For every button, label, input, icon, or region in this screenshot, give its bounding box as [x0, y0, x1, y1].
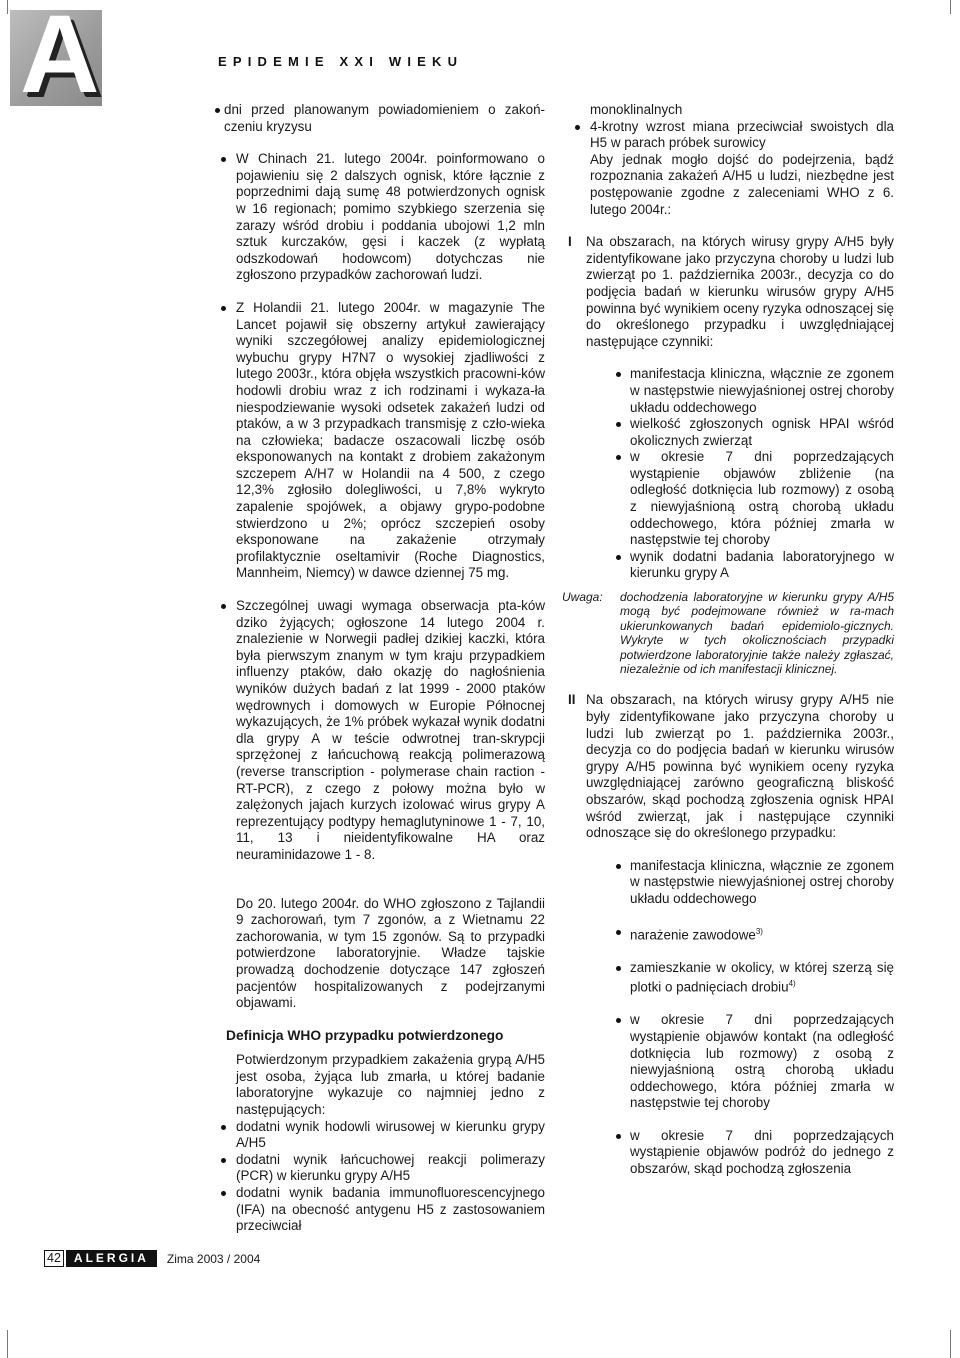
list-item: Szczególnej uwagi wymaga obserwacja pta-ków dziko żyjących; ogłoszone 14 lutego 2004 r. znalezienie w Norwegii padłej dzikiej kaczki, która była pierwszym znanym w tym kraju przypadkiem influenzy ptaków, dało okazję do nagłośnienia wyników dużych badań z lat 1999 - 2000 ptaków wędrownych i domowych w Europie Północnej wykazujących, że 1% próbek wykazał wynik dodatni dla grypy A w teście odwrotnej tran-skrypcji sprzężonej z łańcuchową reakcją polimerazową (reverse transcription - polymerase chain raction - RT-PCR), z czego z połowy można było w zalężonych jajach kurzych izolować wirus grypy A reprezentujący podtypy hemaglutyninowe 1 - 7, 10, 11, 13 i nieidentyfikowalne HA oraz neuraminidazowe 1 - 8. [214, 598, 545, 864]
note-text: dochodzenia laboratoryjne w kierunku grypy A/H5 mogą być podejmowane również w ra-mach ukierunkowanych badań epidemiolo-gicznych. Wykryte w tych okolicznościach przypadki potwierdzone laboratoryjnie także należy zgłaszać, niezależnie od ich manifestacji klinicznej. [620, 590, 894, 677]
list-item: w okresie 7 dni poprzedzających wystąpienie objawów podróż do jednego z obszarów, skąd pochodzą zgłoszenia [608, 1128, 894, 1178]
list-item: dodatni wynik hodowli wirusowej w kierunku grypy A/H5 [214, 1119, 545, 1152]
criteria-text: Na obszarach, na których wirusy grypy A/H5 były zidentyfikowane jako przyczyna choroby u ludzi lub zwierząt po 1. października 2003r., decyzja co do podjęcia badań w kierunku wirusów grypy A/H5 powinna być wynikiem oceny ryzyka odnoszącej się do określonego przypadku i uwzględniającej następujące czynniki: [586, 234, 894, 349]
list-item: wielkość zgłoszonych ognisk HPAI wśród okolicznych zwierząt [608, 416, 894, 449]
list-item [608, 924, 894, 944]
issue-label: Zima 2003 / 2004 [166, 1251, 261, 1266]
paragraph: Aby jednak mogło dojść do podejrzenia, bądź rozpoznania zakażeń A/H5 u ludzi, niezbędne jest postępowanie zgodne z zaleceniami WHO z 6. lutego 2004r.: [590, 151, 894, 217]
footnote-ref: 4) [788, 979, 796, 989]
list-item: manifestacja kliniczna, włącznie ze zgonem w następstwie niewyjaśnionej ostrej choroby układu oddechowego [608, 858, 894, 908]
section-heading: Definicja WHO przypadku potwierdzonego [226, 1027, 504, 1043]
crop-mark [7, 0, 8, 14]
list-item: wynik dodatni badania laboratoryjnego w kierunku grypy A [608, 549, 894, 582]
paragraph: Potwierdzonym przypadkiem zakażenia grypą A/H5 jest osoba, żyjąca lub zmarła, u której badanie laboratoryjne wykazuje co najmniej jedno z następujących: [236, 1052, 545, 1118]
criteria-block-1 [568, 234, 894, 350]
paragraph: Do 20. lutego 2004r. do WHO zgłoszono z Tajlandii 9 zachorowań, tym 7 zgonów, a z Wietnamu 22 zachorowania, w tym 15 zgonów. Są to przypadki potwierdzone laboratoryjnie. Władze tajskie prowadzą dochodzenie dotyczące 147 zgłoszeń pacjentów hospitalizowanych z podejrzanymi objawami. [236, 895, 545, 1011]
page-footer [44, 1250, 260, 1267]
list-item: dni przed planowanym powiadomieniem o zakoń-czeniu kryzysu [214, 102, 545, 135]
factor-list [568, 366, 894, 582]
section-title-header: EPIDEMIE XXI WIEKU [218, 54, 464, 69]
criteria-block-2 [568, 692, 894, 841]
page-number: 42 [44, 1250, 64, 1267]
note [562, 590, 894, 677]
roman-numeral: I [568, 234, 572, 250]
list-item: W Chinach 21. lutego 2004r. poinformowano o pojawieniu się 2 dalszych ognisk, które łącznie z poprzednimi dają sumę 48 potwierdzonych ognisk w 16 regionach; pomimo szybkiego szerzenia się zarazy wśród drobiu i poddania ubojowi 1,2 mln sztuk kurczaków, gęsi i kaczek (z wypłatą odszkodowań hodowcom) dotychczas nie zgłoszono przypadków zachorowań ludzi. [214, 151, 545, 284]
crop-mark [7, 1330, 8, 1358]
note-label: Uwaga: [562, 590, 603, 605]
paragraph: monoklinalnych [590, 102, 683, 117]
list-item: dodatni wynik łańcuchowej reakcji polimerazy (PCR) w kierunku grypy A/H5 [214, 1152, 545, 1185]
crop-mark [950, 0, 951, 14]
left-column [214, 102, 545, 1235]
list-item: w okresie 7 dni poprzedzających wystąpienie objawów kontakt (na odległość dotknięcia lub rozmowy) z osobą z niewyjaśnioną ostrą chorobą układu oddechowego, która później zmarła w następstwie tej choroby [608, 1012, 894, 1112]
list-item: dodatni wynik badania immunofluorescencyjnego (IFA) na obecność antygenu H5 z zastosowaniem przeciwciał [214, 1185, 545, 1235]
roman-numeral: II [568, 692, 576, 708]
criteria-text: Na obszarach, na których wirusy grypy A/H5 nie były zidentyfikowane jako przyczyna choroby u ludzi lub zwierząt po 1. października 2003r., decyzja co do podjęcia badań w kierunku wirusów grypy A/H5 powinna być wynikiem oceny ryzyka uwzględniającej zarówno geograficzną bliskość obszarów, skąd pochodzą zgłoszenia ognisk HPAI wśród zwierząt, jak i następujące czynniki odnoszące się do określonego przypadku: [586, 692, 894, 841]
footnote-ref: 3) [755, 926, 763, 936]
factor-list [568, 858, 894, 1178]
list-item [608, 960, 894, 997]
right-column [562, 102, 894, 1178]
section-logo [10, 10, 102, 106]
journal-name: ALERGIA [66, 1250, 157, 1267]
list-item: manifestacja kliniczna, włącznie ze zgonem w następstwie niewyjaśnionej ostrej choroby układu oddechowego [608, 366, 894, 416]
list-item: 4-krotny wzrost miana przeciwciał swoistych dla H5 w parach próbek surowicy [568, 119, 894, 152]
list-item: w okresie 7 dni poprzedzających wystąpienie objawów zbliżenie (na odległość dotknięcia lub rozmowy) z osobą z niewyjaśnioną ostrą chorobą układu oddechowego, która później zmarła w następstwie tej choroby [608, 449, 894, 549]
item-text: narażenie zawodowe [630, 927, 756, 943]
crop-mark [950, 1330, 951, 1358]
logo-letter: A [20, 10, 100, 106]
list-item: Z Holandii 21. lutego 2004r. w magazynie The Lancet pojawił się obszerny artykuł zawierający wyniki szczegółowej analizy epidemiologicznej wybuchu grypy H7N7 o wysokiej zjadliwości z lutego 2003r., która objęła wszystkich pracowni-ków hodowli drobiu wraz z ich rodzinami i wykaza-ła niespodziewanie wysoki odsetek zakażeń ludzi od ptaków, a w 3 przypadkach transmisję z czło-wieka na człowieka; badacze oszacowali liczbę osób eksponowanych na kontakt z drobiem zakażonym szczepem A/H7 w Holandii na 4 500, z czego 12,3% zgłosiło dolegliwości, u 7,8% wykryto zapalenie spojówek, a objawy grypo-podobne stwierdzono u 2%; oprócz szczepień osoby eksponowane na zakażenie otrzymały profilaktycznie oseltamivir (Roche Diagnostics, Mannheim, Niemcy) w dawce dziennej 75 mg. [214, 300, 545, 582]
item-text: zamieszkanie w okolicy, w której szerzą się plotki o padnięciach drobiu [630, 959, 894, 995]
